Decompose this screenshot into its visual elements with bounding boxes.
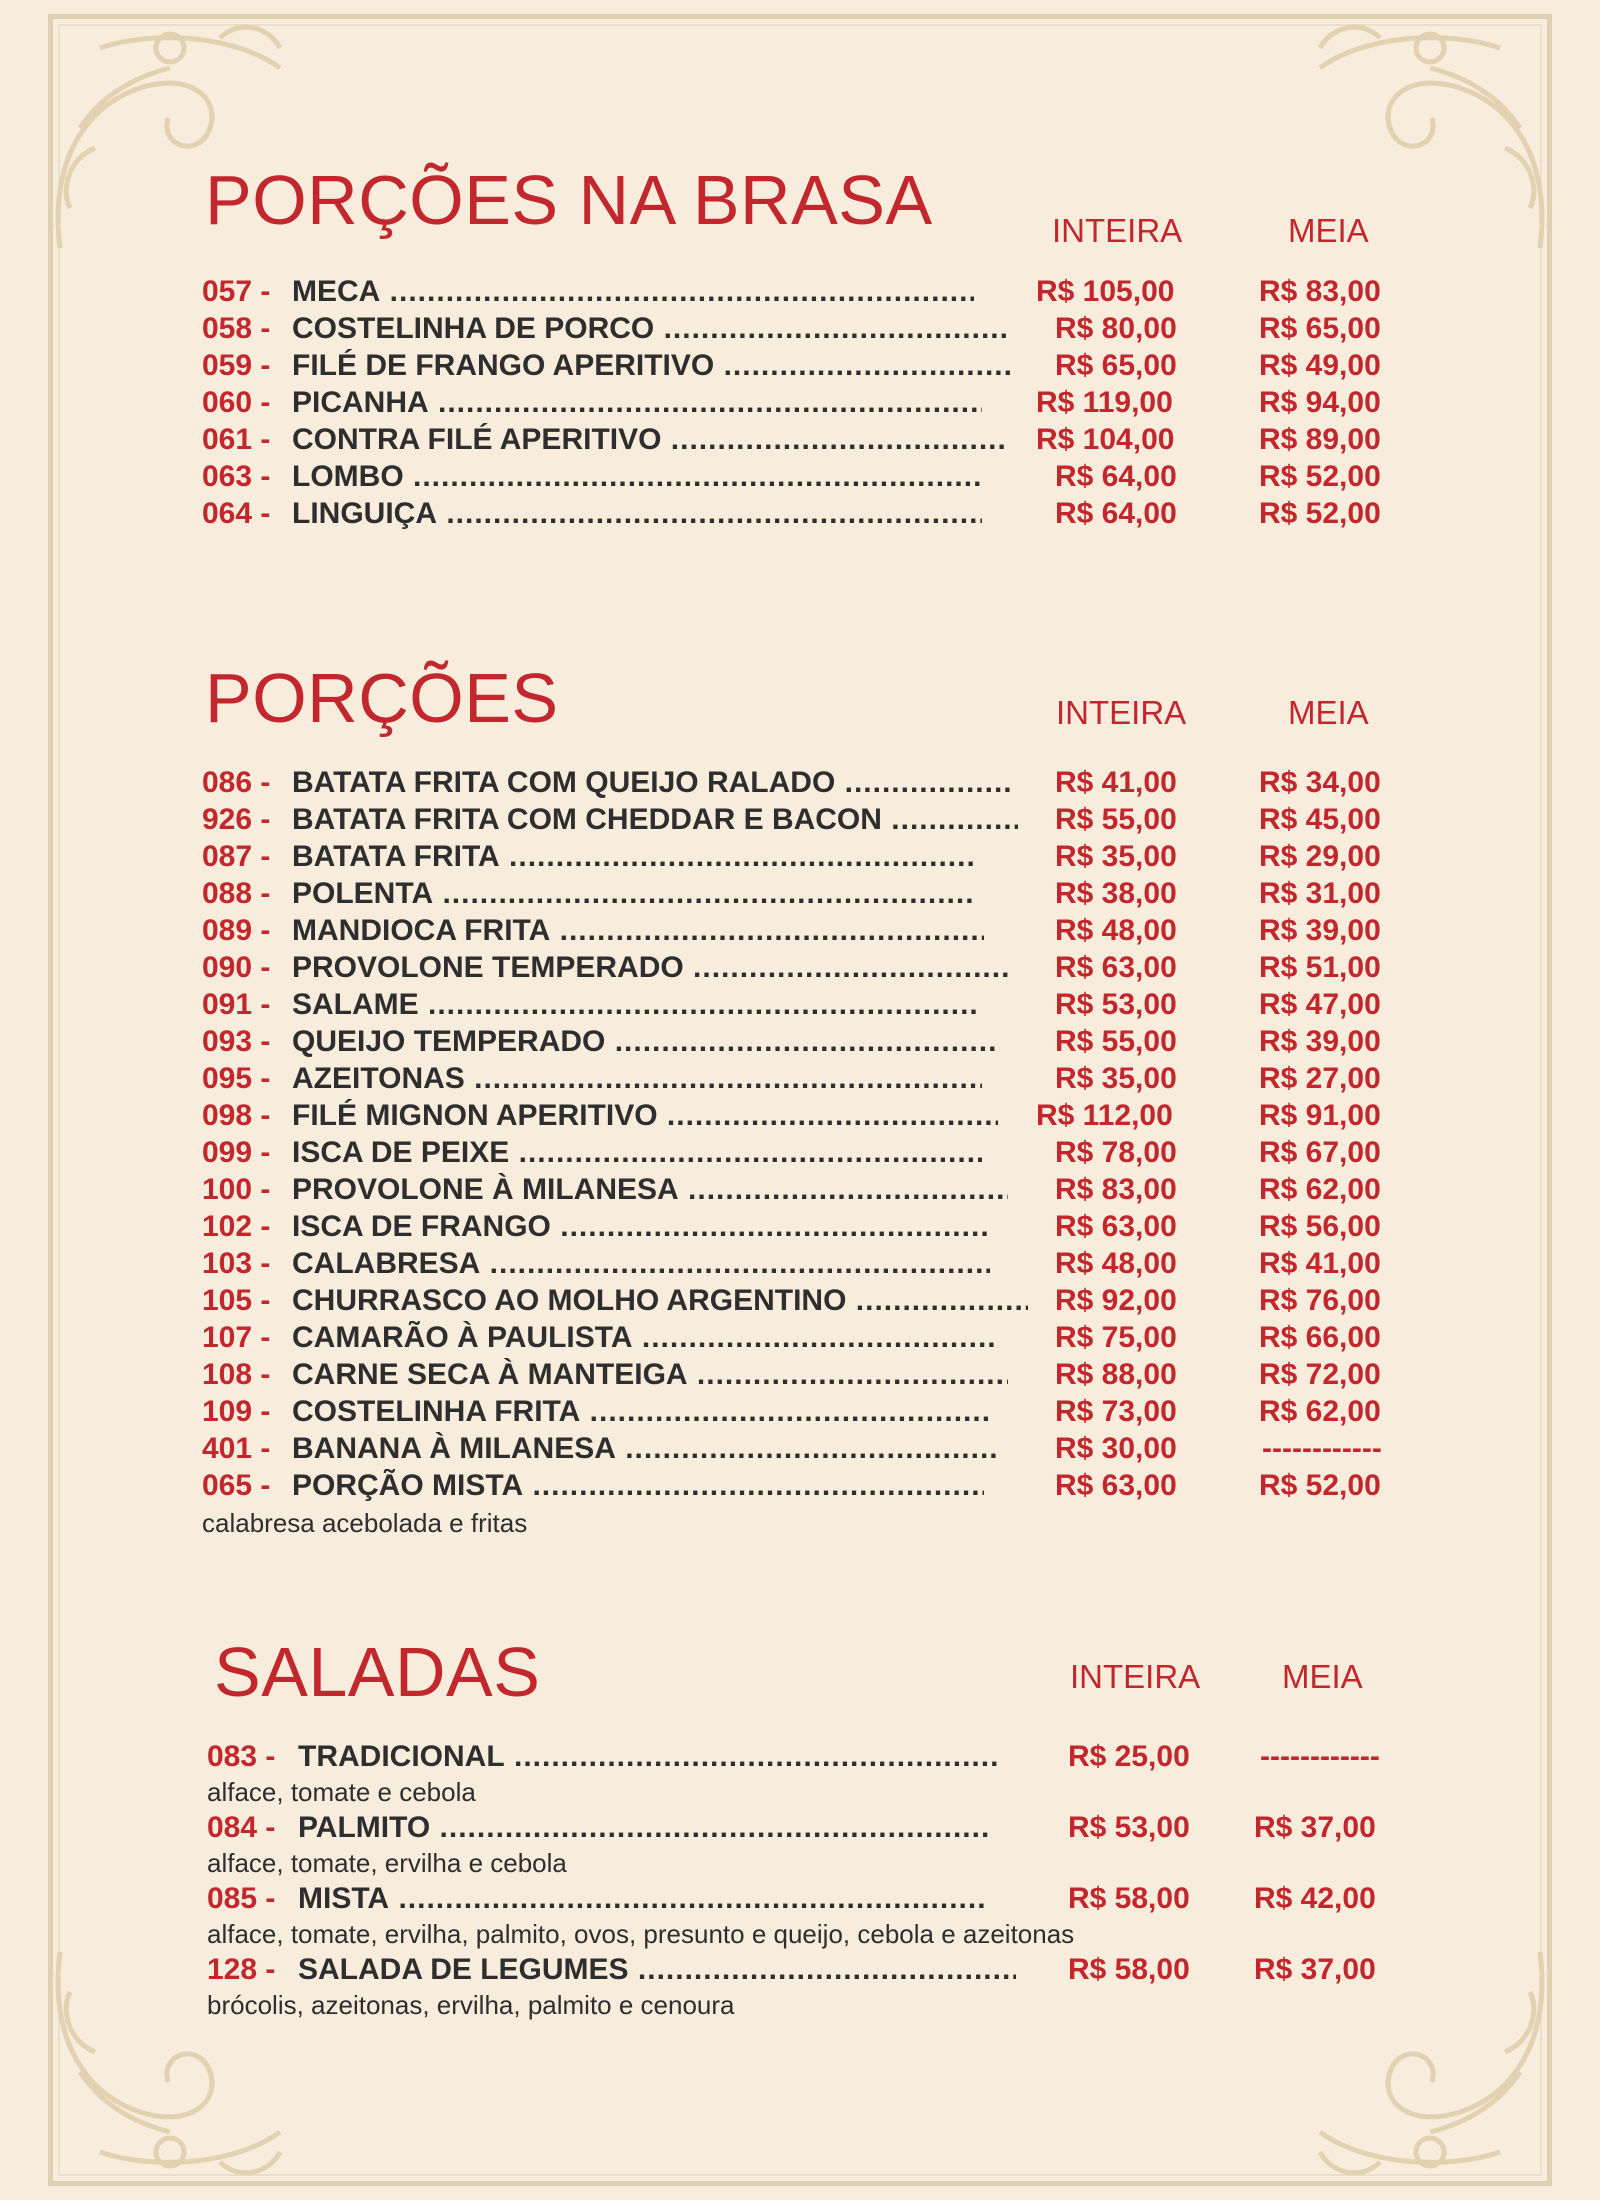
- list-item: [0, 497, 1600, 534]
- item-code: 099 -: [202, 1136, 271, 1169]
- item-name: CONTRA FILÉ APERITIVO .....: [292, 423, 1004, 457]
- price-meia: R$ 39,00: [1259, 1025, 1381, 1058]
- list-item: [0, 1284, 1600, 1321]
- section-title: PORÇÕES NA BRASA: [205, 161, 933, 239]
- list-item: [0, 1025, 1600, 1062]
- price-meia: R$ 52,00: [1259, 460, 1381, 493]
- price-inteira: R$ 30,00: [1055, 1432, 1177, 1465]
- item-code: 401 -: [202, 1432, 271, 1465]
- item-code: 093 -: [202, 1025, 271, 1058]
- list-item: [0, 1811, 1600, 1848]
- item-name: PROVOLONE TEMPERADO .....: [292, 951, 1008, 985]
- price-meia: R$ 62,00: [1259, 1173, 1381, 1206]
- list-item: [0, 951, 1600, 988]
- item-code: 098 -: [202, 1099, 271, 1132]
- price-inteira: R$ 92,00: [1055, 1284, 1177, 1317]
- list-item: [0, 1062, 1600, 1099]
- price-meia: R$ 83,00: [1259, 275, 1381, 308]
- price-meia: R$ 67,00: [1259, 1136, 1381, 1169]
- price-meia: R$ 52,00: [1259, 1469, 1381, 1502]
- price-inteira: R$ 104,00: [1036, 423, 1175, 456]
- price-meia: R$ 94,00: [1259, 386, 1381, 419]
- item-name: AZEITONAS .....: [292, 1062, 982, 1096]
- item-code: 087 -: [202, 840, 271, 873]
- list-item: [0, 1358, 1600, 1395]
- item-name: POLENTA .....: [292, 877, 974, 911]
- price-meia: R$ 56,00: [1259, 1210, 1381, 1243]
- price-meia: R$ 39,00: [1259, 914, 1381, 947]
- list-item: [0, 1173, 1600, 1210]
- price-inteira: R$ 64,00: [1055, 497, 1177, 530]
- price-meia: ------------: [1260, 1740, 1380, 1773]
- price-meia: R$ 49,00: [1259, 349, 1381, 382]
- list-item: [0, 312, 1600, 349]
- list-item: [0, 349, 1600, 386]
- item-code: 108 -: [202, 1358, 271, 1391]
- item-description: alface, tomate, ervilha e cebola: [207, 1848, 567, 1878]
- item-code: 085 -: [207, 1882, 276, 1915]
- item-name: PICANHA .....: [292, 386, 982, 420]
- item-list: [0, 766, 1600, 1540]
- item-name: CHURRASCO AO MOLHO ARGENTINO .....: [292, 1284, 1028, 1318]
- item-name: LINGUIÇA .....: [292, 497, 982, 531]
- item-list: [0, 1740, 1600, 2024]
- list-item: [0, 1136, 1600, 1173]
- item-code: 083 -: [207, 1740, 276, 1773]
- price-meia: R$ 37,00: [1254, 1953, 1376, 1986]
- item-name: SALAME .....: [292, 988, 978, 1022]
- price-inteira: R$ 53,00: [1055, 988, 1177, 1021]
- price-inteira: R$ 75,00: [1055, 1321, 1177, 1354]
- price-inteira: R$ 88,00: [1055, 1358, 1177, 1391]
- price-inteira: R$ 64,00: [1055, 460, 1177, 493]
- item-description: alface, tomate e cebola: [207, 1777, 476, 1807]
- price-inteira: R$ 63,00: [1055, 951, 1177, 984]
- column-header-inteira: INTEIRA: [1070, 1658, 1201, 1695]
- item-code: 095 -: [202, 1062, 271, 1095]
- item-code: 057 -: [202, 275, 271, 308]
- item-name: CALABRESA .....: [292, 1247, 990, 1281]
- item-code: 103 -: [202, 1247, 271, 1280]
- item-code: 102 -: [202, 1210, 271, 1243]
- list-item: [0, 1210, 1600, 1247]
- item-list: [0, 275, 1600, 534]
- item-code: 063 -: [202, 460, 271, 493]
- item-name: CAMARÃO À PAULISTA .....: [292, 1321, 998, 1355]
- item-description: brócolis, azeitonas, ervilha, palmito e cenoura: [207, 1990, 735, 2020]
- column-header-meia: MEIA: [1288, 694, 1369, 731]
- price-inteira: R$ 35,00: [1055, 840, 1177, 873]
- item-name: FILÉ MIGNON APERITIVO .....: [292, 1099, 998, 1133]
- item-code: 058 -: [202, 312, 271, 345]
- price-meia: R$ 29,00: [1259, 840, 1381, 873]
- list-item: [0, 1432, 1600, 1469]
- item-name: TRADICIONAL .....: [298, 1740, 1000, 1774]
- item-name: LOMBO .....: [292, 460, 982, 494]
- column-header-inteira: INTEIRA: [1056, 694, 1187, 731]
- item-name: QUEIJO TEMPERADO .....: [292, 1025, 998, 1059]
- price-meia: R$ 31,00: [1259, 877, 1381, 910]
- item-name: PALMITO .....: [298, 1811, 990, 1845]
- price-meia: R$ 62,00: [1259, 1395, 1381, 1428]
- price-inteira: R$ 55,00: [1055, 1025, 1177, 1058]
- item-code: 926 -: [202, 803, 271, 836]
- item-code: 061 -: [202, 423, 271, 456]
- list-item: [0, 1395, 1600, 1432]
- item-name: BATATA FRITA COM CHEDDAR E BACON .....: [292, 803, 1018, 837]
- item-code: 059 -: [202, 349, 271, 382]
- price-meia: R$ 34,00: [1259, 766, 1381, 799]
- price-meia: R$ 89,00: [1259, 423, 1381, 456]
- item-code: 089 -: [202, 914, 271, 947]
- price-meia: R$ 66,00: [1259, 1321, 1381, 1354]
- list-item: [0, 423, 1600, 460]
- price-meia: R$ 91,00: [1259, 1099, 1381, 1132]
- item-description: alface, tomate, ervilha, palmito, ovos, presunto e queijo, cebola e azeitonas: [207, 1919, 1075, 1949]
- item-name: PROVOLONE À MILANESA .....: [292, 1173, 1008, 1207]
- item-code: 100 -: [202, 1173, 271, 1206]
- item-name: BATATA FRITA .....: [292, 840, 974, 874]
- item-code: 107 -: [202, 1321, 271, 1354]
- price-inteira: R$ 48,00: [1055, 914, 1177, 947]
- price-inteira: R$ 112,00: [1036, 1099, 1173, 1132]
- section-title: SALADAS: [214, 1633, 541, 1711]
- list-item: [0, 1247, 1600, 1284]
- list-item: [0, 1099, 1600, 1136]
- column-header-inteira: INTEIRA: [1052, 212, 1183, 249]
- list-item: [0, 460, 1600, 497]
- price-meia: R$ 27,00: [1259, 1062, 1381, 1095]
- list-item: [0, 386, 1600, 423]
- price-meia: R$ 52,00: [1259, 497, 1381, 530]
- price-inteira: R$ 119,00: [1036, 386, 1173, 419]
- price-inteira: R$ 48,00: [1055, 1247, 1177, 1280]
- item-name: FILÉ DE FRANGO APERITIVO .....: [292, 349, 1012, 383]
- column-header-meia: MEIA: [1288, 212, 1369, 249]
- item-code: 091 -: [202, 988, 271, 1021]
- price-inteira: R$ 58,00: [1068, 1882, 1190, 1915]
- price-meia: R$ 76,00: [1259, 1284, 1381, 1317]
- item-name: MANDIOCA FRITA .....: [292, 914, 984, 948]
- item-code: 088 -: [202, 877, 271, 910]
- price-inteira: R$ 25,00: [1068, 1740, 1190, 1773]
- price-inteira: R$ 35,00: [1055, 1062, 1177, 1095]
- price-inteira: R$ 80,00: [1055, 312, 1177, 345]
- item-name: ISCA DE PEIXE .....: [292, 1136, 982, 1170]
- item-name: SALADA DE LEGUMES .....: [298, 1953, 1016, 1987]
- list-item: [0, 1740, 1600, 1777]
- price-meia: R$ 47,00: [1259, 988, 1381, 1021]
- list-item: [0, 1469, 1600, 1506]
- column-header-meia: MEIA: [1282, 1658, 1363, 1695]
- price-meia: ------------: [1262, 1432, 1382, 1465]
- price-inteira: R$ 53,00: [1068, 1811, 1190, 1844]
- item-code: 086 -: [202, 766, 271, 799]
- price-inteira: R$ 58,00: [1068, 1953, 1190, 1986]
- item-code: 064 -: [202, 497, 271, 530]
- item-code: 109 -: [202, 1395, 271, 1428]
- price-meia: R$ 65,00: [1259, 312, 1381, 345]
- item-name: COSTELINHA DE PORCO .....: [292, 312, 1006, 346]
- item-name: ISCA DE FRANGO .....: [292, 1210, 990, 1244]
- item-name: MISTA .....: [298, 1882, 984, 1916]
- list-item: [0, 275, 1600, 312]
- item-name: MECA .....: [292, 275, 974, 309]
- list-item: [0, 914, 1600, 951]
- price-inteira: R$ 41,00: [1055, 766, 1177, 799]
- price-inteira: R$ 83,00: [1055, 1173, 1177, 1206]
- price-inteira: R$ 63,00: [1055, 1469, 1177, 1502]
- price-inteira: R$ 105,00: [1036, 275, 1175, 308]
- price-inteira: R$ 78,00: [1055, 1136, 1177, 1169]
- price-meia: R$ 41,00: [1259, 1247, 1381, 1280]
- item-code: 060 -: [202, 386, 271, 419]
- item-code: 128 -: [207, 1953, 276, 1986]
- list-item: [0, 1953, 1600, 1990]
- list-item: [0, 988, 1600, 1025]
- item-name: PORÇÃO MISTA .....: [292, 1469, 984, 1503]
- section-title: PORÇÕES: [205, 659, 559, 737]
- price-meia: R$ 45,00: [1259, 803, 1381, 836]
- price-inteira: R$ 38,00: [1055, 877, 1177, 910]
- item-code: 065 -: [202, 1469, 271, 1502]
- list-item: [0, 877, 1600, 914]
- price-meia: R$ 37,00: [1254, 1811, 1376, 1844]
- item-name: BATATA FRITA COM QUEIJO RALADO .....: [292, 766, 1014, 800]
- list-item: [0, 1321, 1600, 1358]
- item-name: CARNE SECA À MANTEIGA .....: [292, 1358, 1008, 1392]
- price-meia: R$ 51,00: [1259, 951, 1381, 984]
- item-name: COSTELINHA FRITA .....: [292, 1395, 990, 1429]
- item-code: 105 -: [202, 1284, 271, 1317]
- price-meia: R$ 72,00: [1259, 1358, 1381, 1391]
- list-item: [0, 766, 1600, 803]
- price-inteira: R$ 55,00: [1055, 803, 1177, 836]
- list-item: [0, 1882, 1600, 1919]
- price-inteira: R$ 63,00: [1055, 1210, 1177, 1243]
- item-code: 084 -: [207, 1811, 276, 1844]
- price-inteira: R$ 65,00: [1055, 349, 1177, 382]
- item-description: calabresa acebolada e fritas: [202, 1508, 528, 1538]
- item-name: BANANA À MILANESA .....: [292, 1432, 998, 1466]
- item-code: 090 -: [202, 951, 271, 984]
- list-item: [0, 803, 1600, 840]
- price-meia: R$ 42,00: [1254, 1882, 1376, 1915]
- price-inteira: R$ 73,00: [1055, 1395, 1177, 1428]
- list-item: [0, 840, 1600, 877]
